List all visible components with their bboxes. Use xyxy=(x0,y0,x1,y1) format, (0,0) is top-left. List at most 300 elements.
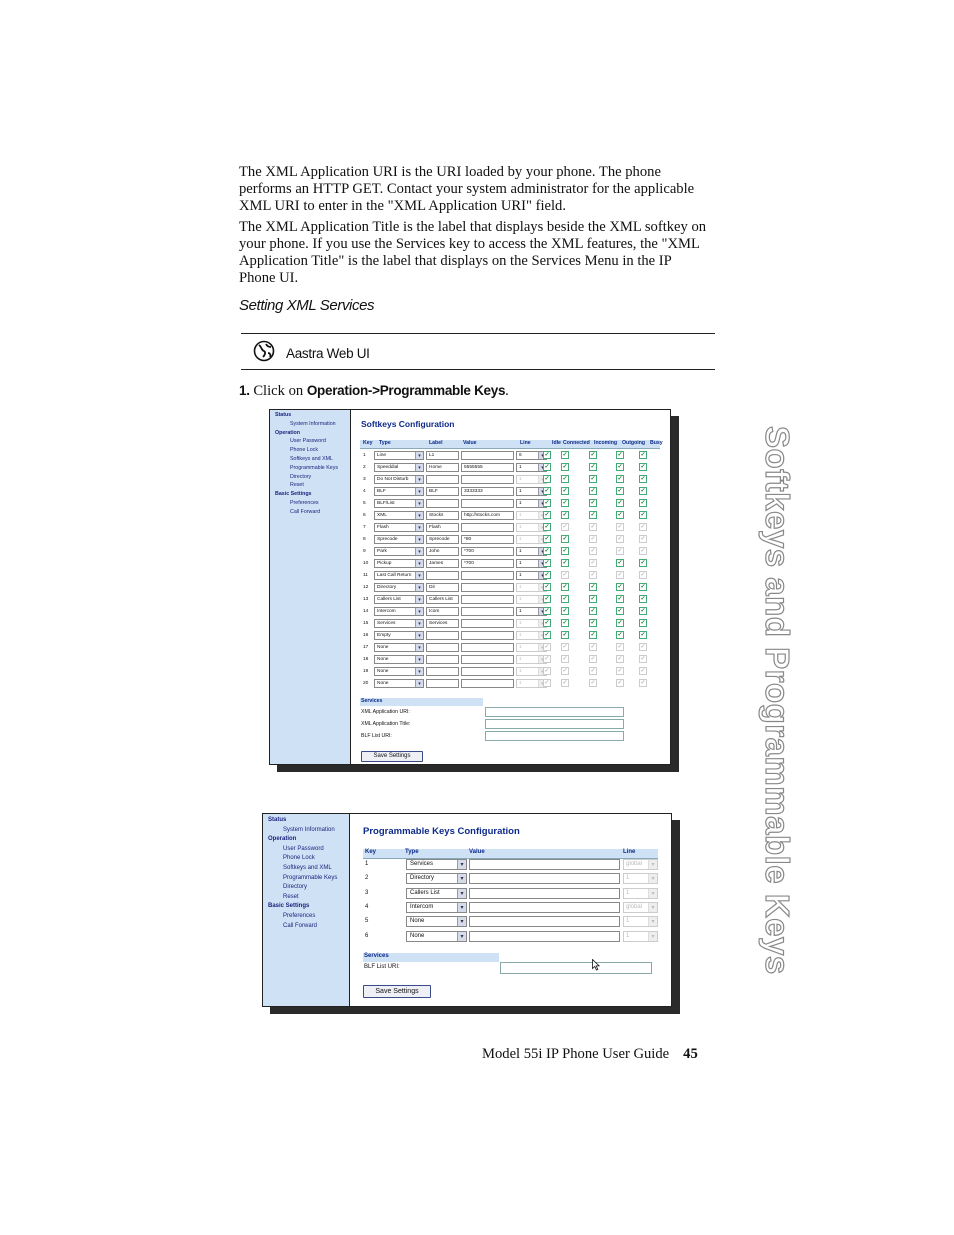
value-input[interactable] xyxy=(461,559,514,568)
key-number: 2 xyxy=(365,875,369,882)
label-input[interactable] xyxy=(426,607,459,616)
state-checkbox[interactable]: ✓ xyxy=(590,512,596,518)
state-checkbox[interactable]: ✓ xyxy=(590,608,596,614)
table-row xyxy=(351,583,661,592)
value-input[interactable] xyxy=(469,888,620,899)
state-checkbox[interactable]: ✓ xyxy=(640,608,646,614)
type-select[interactable] xyxy=(374,487,424,496)
state-checkbox[interactable]: ✓ xyxy=(617,452,623,458)
nav-sidebar xyxy=(270,410,351,764)
value-input[interactable] xyxy=(461,619,514,628)
state-checkbox[interactable]: ✓ xyxy=(617,464,623,470)
nav-user-password[interactable]: User Password xyxy=(283,845,324,852)
value-input[interactable] xyxy=(461,511,514,520)
label-input[interactable] xyxy=(426,619,459,628)
state-checkbox[interactable]: ✓ xyxy=(562,620,568,626)
key-number: 3 xyxy=(363,477,366,482)
nav-call-forward[interactable]: Call Forward xyxy=(290,508,321,515)
value-input[interactable] xyxy=(461,655,514,664)
nav-programmable-keys[interactable]: Programmable Keys xyxy=(283,874,338,881)
state-checkbox[interactable]: ✓ xyxy=(617,584,623,590)
state-checkbox[interactable]: ✓ xyxy=(544,512,550,518)
state-checkbox[interactable]: ✓ xyxy=(640,656,646,662)
col-type: Type xyxy=(379,440,391,446)
type-select[interactable] xyxy=(406,916,467,927)
line-value: 1 xyxy=(519,645,522,650)
state-checkbox[interactable]: ✓ xyxy=(617,488,623,494)
type-select[interactable] xyxy=(374,547,424,556)
footer-guide-title: Model 55i IP Phone User Guide xyxy=(482,1046,670,1062)
state-checkbox[interactable]: ✓ xyxy=(562,644,568,650)
type-select[interactable] xyxy=(374,667,424,676)
state-checkbox[interactable]: ✓ xyxy=(590,632,596,638)
state-checkbox[interactable]: ✓ xyxy=(590,536,596,542)
value-input[interactable] xyxy=(461,535,514,544)
col-value: Value xyxy=(463,440,477,446)
value-input[interactable] xyxy=(461,475,514,484)
nav-sidebar xyxy=(263,814,350,1006)
state-checkbox[interactable]: ✓ xyxy=(590,524,596,530)
chevron-down-icon: ▾ xyxy=(415,464,423,471)
line-select[interactable] xyxy=(623,888,658,899)
type-select[interactable] xyxy=(374,607,424,616)
state-checkbox[interactable]: ✓ xyxy=(562,608,568,614)
label-input[interactable] xyxy=(426,583,459,592)
table-row xyxy=(351,547,661,556)
key-number: 16 xyxy=(363,633,369,638)
line-value: 1 xyxy=(626,875,630,882)
nav-call-forward[interactable]: Call Forward xyxy=(283,922,318,929)
state-checkbox[interactable]: ✓ xyxy=(544,452,550,458)
state-checkbox[interactable]: ✓ xyxy=(562,668,568,674)
state-checkbox[interactable]: ✓ xyxy=(544,476,550,482)
state-checkbox[interactable]: ✓ xyxy=(544,488,550,494)
state-checkbox[interactable]: ✓ xyxy=(562,536,568,542)
type-select[interactable] xyxy=(374,655,424,664)
state-checkbox[interactable]: ✓ xyxy=(617,536,623,542)
paragraph-xml-title: The XML Application Title is the label that displays beside the XML softkey on your phone. If you use the Services key to access the XML features, the "XML Application Title" is the label that displays on the Services Menu in the IP Phone UI. xyxy=(239,219,707,286)
state-checkbox[interactable]: ✓ xyxy=(590,452,596,458)
state-checkbox[interactable]: ✓ xyxy=(544,524,550,530)
type-select[interactable] xyxy=(374,631,424,640)
step-end: . xyxy=(505,383,509,399)
label-input[interactable] xyxy=(426,643,459,652)
blf-list-uri-input[interactable] xyxy=(485,731,624,741)
line-value: 1 xyxy=(519,561,522,566)
state-checkbox[interactable]: ✓ xyxy=(617,476,623,482)
label-input[interactable] xyxy=(426,523,459,532)
value-input[interactable] xyxy=(469,859,620,870)
state-checkbox[interactable]: ✓ xyxy=(544,668,550,674)
type-value: Pickup xyxy=(377,561,392,566)
col-incoming: Incoming xyxy=(594,440,618,446)
state-checkbox[interactable]: ✓ xyxy=(640,536,646,542)
label-input[interactable] xyxy=(426,451,459,460)
type-value: Do Not Disturb xyxy=(377,477,409,482)
line-value: 1 xyxy=(519,513,522,518)
nav-softkeys-xml[interactable]: Softkeys and XML xyxy=(283,864,332,871)
label-value: Icom xyxy=(429,609,440,614)
type-select[interactable] xyxy=(374,679,424,688)
nav-directory[interactable]: Directory xyxy=(290,473,312,480)
line-value: 1 xyxy=(519,549,522,554)
state-checkbox[interactable]: ✓ xyxy=(640,452,646,458)
state-checkbox[interactable]: ✓ xyxy=(617,620,623,626)
col-label: Label xyxy=(429,440,443,446)
state-checkbox[interactable]: ✓ xyxy=(617,500,623,506)
state-checkbox[interactable]: ✓ xyxy=(562,548,568,554)
nav-softkeys-xml[interactable]: Softkeys and XML xyxy=(290,455,333,462)
value-input[interactable] xyxy=(469,916,620,927)
xml-app-uri-label: XML Application URI: xyxy=(361,709,410,715)
type-select[interactable] xyxy=(406,873,467,884)
nav-programmable-keys[interactable]: Programmable Keys xyxy=(290,464,338,471)
label-input[interactable] xyxy=(426,499,459,508)
state-checkbox[interactable]: ✓ xyxy=(617,632,623,638)
blf-list-uri-input[interactable] xyxy=(500,962,652,974)
line-value: 1 xyxy=(519,477,522,482)
state-checkbox[interactable]: ✓ xyxy=(640,584,646,590)
chevron-down-icon: ▾ xyxy=(648,860,657,869)
value-input[interactable] xyxy=(461,571,514,580)
value-input[interactable] xyxy=(461,523,514,532)
nav-system-information[interactable]: System Information xyxy=(283,826,335,833)
type-select[interactable] xyxy=(374,583,424,592)
table-row xyxy=(350,916,670,927)
label-input[interactable] xyxy=(426,535,459,544)
type-value: Flash xyxy=(377,525,389,530)
table-row xyxy=(350,859,670,870)
type-select[interactable] xyxy=(406,859,467,870)
key-number: 7 xyxy=(363,525,366,530)
state-checkbox[interactable]: ✓ xyxy=(562,452,568,458)
type-value: Directory xyxy=(377,585,397,590)
state-checkbox[interactable]: ✓ xyxy=(590,500,596,506)
chevron-down-icon: ▾ xyxy=(415,452,423,459)
state-checkbox[interactable]: ✓ xyxy=(562,632,568,638)
nav-user-password[interactable]: User Password xyxy=(290,438,326,445)
value-input[interactable] xyxy=(461,487,514,496)
state-checkbox[interactable]: ✓ xyxy=(640,512,646,518)
chevron-down-icon: ▾ xyxy=(415,560,423,567)
state-checkbox[interactable]: ✓ xyxy=(590,476,596,482)
label-value: Flash xyxy=(429,525,441,530)
state-checkbox[interactable]: ✓ xyxy=(562,512,568,518)
col-line: Line xyxy=(520,440,531,446)
state-checkbox[interactable]: ✓ xyxy=(544,572,550,578)
table-row xyxy=(351,523,661,532)
label-input[interactable] xyxy=(426,631,459,640)
label-input[interactable] xyxy=(426,571,459,580)
type-value: None xyxy=(377,669,389,674)
value-input[interactable] xyxy=(461,499,514,508)
state-checkbox[interactable]: ✓ xyxy=(617,680,623,686)
table-row xyxy=(351,475,661,484)
type-value: Intercom xyxy=(410,903,434,910)
state-checkbox[interactable]: ✓ xyxy=(617,656,623,662)
col-type: Type xyxy=(405,849,419,855)
type-select[interactable] xyxy=(374,643,424,652)
state-checkbox[interactable]: ✓ xyxy=(640,524,646,530)
softkeys-table-header xyxy=(360,440,663,449)
state-checkbox[interactable]: ✓ xyxy=(640,560,646,566)
blf-list-uri-label: BLF List URI: xyxy=(364,964,400,970)
label-input[interactable] xyxy=(426,655,459,664)
label-input[interactable] xyxy=(426,667,459,676)
label-input[interactable] xyxy=(426,547,459,556)
line-select[interactable] xyxy=(623,902,658,913)
state-checkbox[interactable]: ✓ xyxy=(640,500,646,506)
state-checkbox[interactable]: ✓ xyxy=(544,584,550,590)
table-row xyxy=(351,451,661,460)
label-input[interactable] xyxy=(426,475,459,484)
state-checkbox[interactable]: ✓ xyxy=(590,560,596,566)
chevron-down-icon: ▾ xyxy=(457,917,466,926)
chevron-down-icon: ▾ xyxy=(415,596,423,603)
state-checkbox[interactable]: ✓ xyxy=(590,572,596,578)
label-input[interactable] xyxy=(426,595,459,604)
label-value: Stocks xyxy=(429,513,444,518)
state-checkbox[interactable]: ✓ xyxy=(640,596,646,602)
table-row xyxy=(351,463,661,472)
label-input[interactable] xyxy=(426,511,459,520)
state-checkbox[interactable]: ✓ xyxy=(590,548,596,554)
line-value: 1 xyxy=(519,681,522,686)
state-checkbox[interactable]: ✓ xyxy=(590,680,596,686)
chevron-down-icon: ▾ xyxy=(415,584,423,591)
xml-app-uri-input[interactable] xyxy=(485,707,624,717)
type-select[interactable] xyxy=(374,619,424,628)
type-value: Directory xyxy=(410,875,435,882)
type-value: Services xyxy=(377,621,396,626)
value-input[interactable] xyxy=(461,643,514,652)
state-checkbox[interactable]: ✓ xyxy=(562,560,568,566)
state-checkbox[interactable]: ✓ xyxy=(640,488,646,494)
state-checkbox[interactable]: ✓ xyxy=(562,464,568,470)
type-value: Empty xyxy=(377,633,391,638)
value-input[interactable] xyxy=(461,667,514,676)
state-checkbox[interactable]: ✓ xyxy=(640,668,646,674)
state-checkbox[interactable]: ✓ xyxy=(562,488,568,494)
state-checkbox[interactable]: ✓ xyxy=(640,644,646,650)
value-input[interactable] xyxy=(461,631,514,640)
chevron-down-icon: ▾ xyxy=(648,903,657,912)
nav-operation[interactable]: Operation xyxy=(268,836,297,843)
state-checkbox[interactable]: ✓ xyxy=(590,620,596,626)
key-number: 1 xyxy=(363,453,366,458)
table-row xyxy=(351,655,661,664)
state-checkbox[interactable]: ✓ xyxy=(640,572,646,578)
label-value: Sprecode xyxy=(429,537,450,542)
type-select[interactable] xyxy=(406,931,467,942)
col-idle: Idle xyxy=(552,440,561,446)
line-select[interactable] xyxy=(623,931,658,942)
key-number: 4 xyxy=(363,489,366,494)
state-checkbox[interactable]: ✓ xyxy=(562,476,568,482)
save-settings-button[interactable]: Save Settings xyxy=(363,985,431,998)
type-value: None xyxy=(377,645,389,650)
state-checkbox[interactable]: ✓ xyxy=(562,680,568,686)
step-1 xyxy=(239,383,509,400)
type-select[interactable] xyxy=(374,595,424,604)
label-input[interactable] xyxy=(426,487,459,496)
state-checkbox[interactable]: ✓ xyxy=(562,572,568,578)
chevron-down-icon: ▾ xyxy=(415,512,423,519)
state-checkbox[interactable]: ✓ xyxy=(544,560,550,566)
type-select[interactable] xyxy=(374,463,424,472)
key-number: 8 xyxy=(363,537,366,542)
key-number: 15 xyxy=(363,621,369,626)
key-number: 6 xyxy=(363,513,366,518)
state-checkbox[interactable]: ✓ xyxy=(617,644,623,650)
state-checkbox[interactable]: ✓ xyxy=(544,596,550,602)
type-select[interactable] xyxy=(374,499,424,508)
softkeys-title: Softkeys Configuration xyxy=(361,419,455,429)
line-value: 1 xyxy=(519,597,522,602)
col-connected: Connected xyxy=(563,440,590,446)
table-row xyxy=(350,888,670,899)
state-checkbox[interactable]: ✓ xyxy=(590,596,596,602)
type-select[interactable] xyxy=(374,451,424,460)
type-select[interactable] xyxy=(374,559,424,568)
state-checkbox[interactable]: ✓ xyxy=(544,680,550,686)
chevron-down-icon: ▾ xyxy=(648,889,657,898)
state-checkbox[interactable]: ✓ xyxy=(617,524,623,530)
type-select[interactable] xyxy=(374,523,424,532)
line-value: 1 xyxy=(519,609,522,614)
save-settings-button[interactable]: Save Settings xyxy=(361,751,423,762)
softkeys-screenshot xyxy=(269,409,671,765)
type-select[interactable] xyxy=(374,571,424,580)
type-select[interactable] xyxy=(406,888,467,899)
state-checkbox[interactable]: ✓ xyxy=(562,500,568,506)
type-select[interactable] xyxy=(406,902,467,913)
progkeys-main xyxy=(350,814,671,1006)
nav-directory[interactable]: Directory xyxy=(283,884,308,891)
type-value: Last Call Return xyxy=(377,573,412,578)
table-row xyxy=(351,619,661,628)
progkeys-title: Programmable Keys Configuration xyxy=(363,826,520,837)
chevron-down-icon: ▾ xyxy=(415,644,423,651)
state-checkbox[interactable]: ✓ xyxy=(544,536,550,542)
label-input[interactable] xyxy=(426,679,459,688)
line-select[interactable] xyxy=(623,859,658,870)
chevron-down-icon: ▾ xyxy=(415,476,423,483)
state-checkbox[interactable]: ✓ xyxy=(544,632,550,638)
state-checkbox[interactable]: ✓ xyxy=(590,644,596,650)
type-value: Speeddial xyxy=(377,465,399,470)
state-checkbox[interactable]: ✓ xyxy=(544,464,550,470)
nav-reset[interactable]: Reset xyxy=(290,482,304,489)
value-input[interactable] xyxy=(461,451,514,460)
label-input[interactable] xyxy=(426,463,459,472)
state-checkbox[interactable]: ✓ xyxy=(544,548,550,554)
state-checkbox[interactable]: ✓ xyxy=(590,464,596,470)
nav-phone-lock[interactable]: Phone Lock xyxy=(283,855,315,862)
col-line: Line xyxy=(623,849,636,855)
state-checkbox[interactable]: ✓ xyxy=(562,524,568,530)
value-input[interactable] xyxy=(469,902,620,913)
chevron-down-icon: ▾ xyxy=(457,889,466,898)
state-checkbox[interactable]: ✓ xyxy=(640,548,646,554)
type-select[interactable] xyxy=(374,511,424,520)
chevron-down-icon: ▾ xyxy=(415,680,423,687)
state-checkbox[interactable]: ✓ xyxy=(617,608,623,614)
nav-phone-lock[interactable]: Phone Lock xyxy=(290,447,318,454)
value-input[interactable] xyxy=(461,463,514,472)
state-checkbox[interactable]: ✓ xyxy=(640,632,646,638)
nav-preferences[interactable]: Preferences xyxy=(283,912,316,919)
value-input[interactable] xyxy=(461,595,514,604)
state-checkbox[interactable]: ✓ xyxy=(640,476,646,482)
state-checkbox[interactable]: ✓ xyxy=(544,608,550,614)
state-checkbox[interactable]: ✓ xyxy=(617,512,623,518)
state-checkbox[interactable]: ✓ xyxy=(617,668,623,674)
state-checkbox[interactable]: ✓ xyxy=(590,668,596,674)
nav-status[interactable]: Status xyxy=(268,817,287,823)
state-checkbox[interactable]: ✓ xyxy=(544,620,550,626)
state-checkbox[interactable]: ✓ xyxy=(544,500,550,506)
state-checkbox[interactable]: ✓ xyxy=(544,644,550,650)
value-input[interactable] xyxy=(469,873,620,884)
nav-operation[interactable]: Operation xyxy=(275,429,301,436)
state-checkbox[interactable]: ✓ xyxy=(562,596,568,602)
key-number: 5 xyxy=(363,501,366,506)
value-input[interactable] xyxy=(461,547,514,556)
state-checkbox[interactable]: ✓ xyxy=(617,560,623,566)
state-checkbox[interactable]: ✓ xyxy=(590,584,596,590)
line-value: 6 xyxy=(519,453,522,458)
state-checkbox[interactable]: ✓ xyxy=(640,464,646,470)
table-row xyxy=(350,931,670,942)
type-value: Services xyxy=(410,861,434,867)
type-select[interactable] xyxy=(374,535,424,544)
key-number: 1 xyxy=(365,861,369,867)
type-value: XML xyxy=(377,513,387,518)
nav-reset[interactable]: Reset xyxy=(283,893,299,900)
divider-top xyxy=(241,333,715,334)
state-checkbox[interactable]: ✓ xyxy=(640,680,646,686)
state-checkbox[interactable]: ✓ xyxy=(562,584,568,590)
state-checkbox[interactable]: ✓ xyxy=(640,620,646,626)
nav-basic-settings[interactable]: Basic Settings xyxy=(275,491,312,498)
line-value: 1 xyxy=(519,657,522,662)
value-input[interactable] xyxy=(461,679,514,688)
xml-app-title-input[interactable] xyxy=(485,719,624,729)
value-input[interactable] xyxy=(461,583,514,592)
state-checkbox[interactable]: ✓ xyxy=(590,656,596,662)
state-checkbox[interactable]: ✓ xyxy=(544,656,550,662)
state-checkbox[interactable]: ✓ xyxy=(590,488,596,494)
nav-basic-settings[interactable]: Basic Settings xyxy=(268,903,310,910)
value-input[interactable] xyxy=(469,931,620,942)
nav-preferences[interactable]: Preferences xyxy=(290,499,319,506)
line-value: 1 xyxy=(519,465,522,470)
value-input[interactable] xyxy=(461,607,514,616)
table-row xyxy=(351,535,661,544)
state-checkbox[interactable]: ✓ xyxy=(617,596,623,602)
line-select[interactable] xyxy=(623,873,658,884)
state-checkbox[interactable]: ✓ xyxy=(617,572,623,578)
label-input[interactable] xyxy=(426,559,459,568)
state-checkbox[interactable]: ✓ xyxy=(562,656,568,662)
line-select[interactable] xyxy=(623,916,658,927)
label-value: John xyxy=(429,549,440,554)
state-checkbox[interactable]: ✓ xyxy=(617,548,623,554)
nav-system-information[interactable]: System Information xyxy=(290,420,336,427)
type-select[interactable] xyxy=(374,475,424,484)
nav-status[interactable]: Status xyxy=(275,412,292,418)
